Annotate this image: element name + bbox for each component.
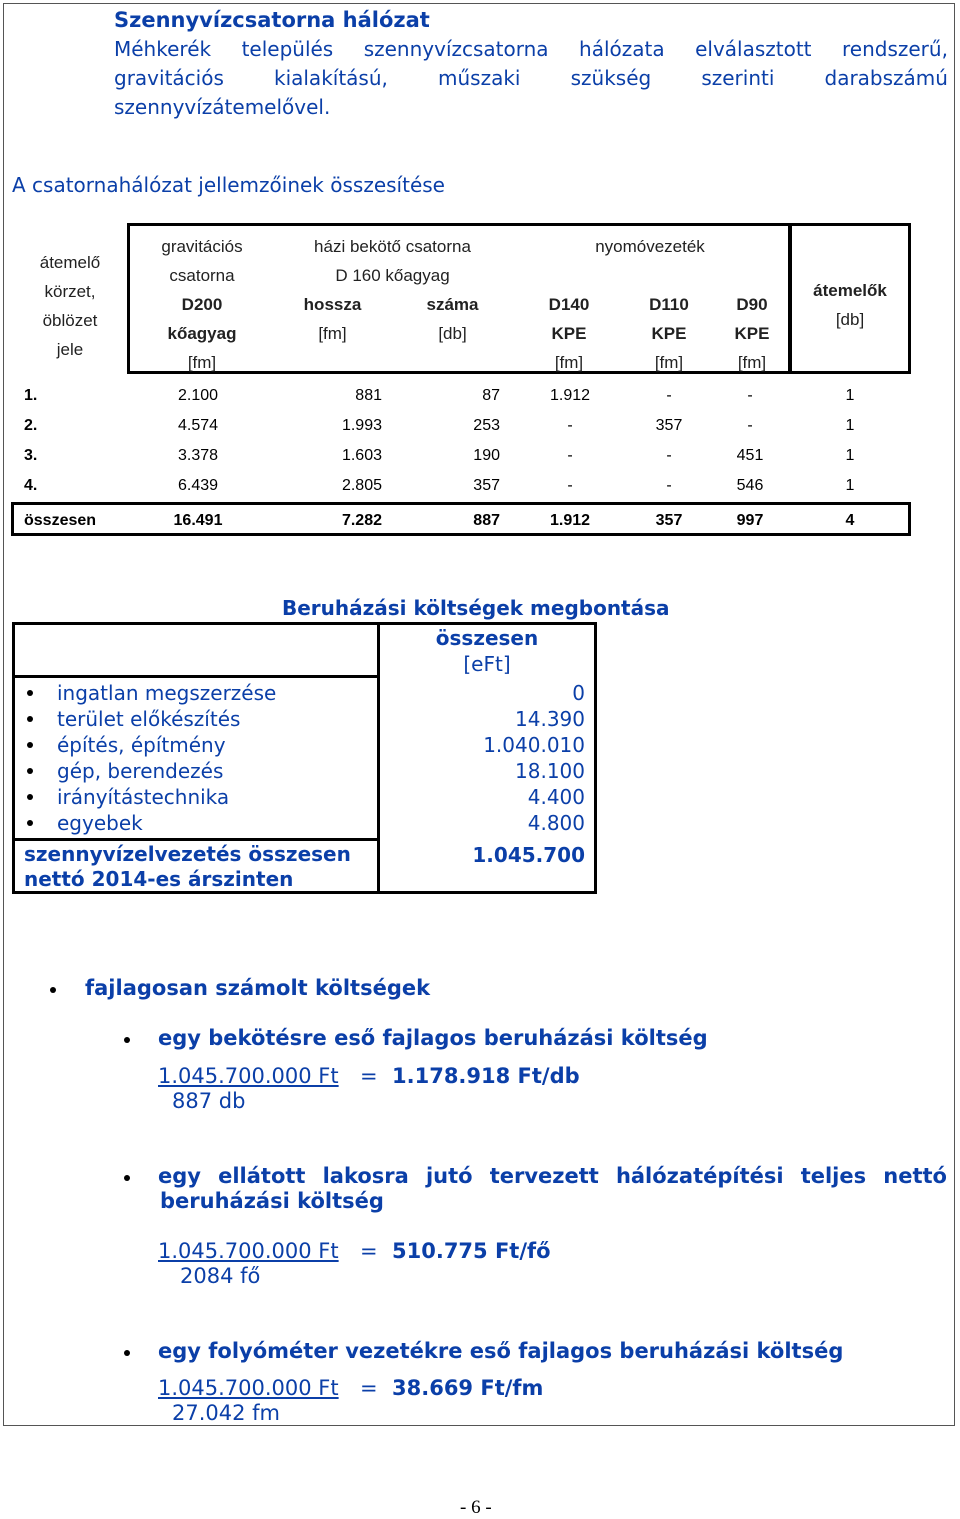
cost-col-header: összesen [eFt] bbox=[435, 626, 539, 676]
word: hálózata bbox=[579, 37, 665, 61]
cost-value: 18.100 bbox=[515, 759, 585, 783]
cell: 253 bbox=[473, 417, 500, 434]
intro-line-3: szennyvízátemelővel. bbox=[114, 95, 331, 119]
header-d140: D140 KPE [fm] bbox=[548, 295, 590, 372]
header-group-nyomo: nyomóvezeték bbox=[595, 237, 705, 256]
bullet-icon bbox=[27, 820, 33, 826]
cell: 887 bbox=[473, 512, 500, 529]
header-d110: D110 KPE [fm] bbox=[649, 295, 689, 372]
cell: - bbox=[567, 447, 573, 464]
cell: 357 bbox=[655, 512, 683, 529]
header-szama: száma [db] bbox=[426, 295, 479, 343]
cost-header-left bbox=[12, 622, 380, 678]
cell: - bbox=[567, 477, 573, 494]
page-number: - 6 - bbox=[460, 1497, 492, 1518]
denominator: 2084 fő bbox=[180, 1264, 261, 1288]
cost-value: 1.040.010 bbox=[483, 733, 585, 757]
header-col1: gravitációs csatorna D200 kőagyag [fm] bbox=[161, 237, 243, 372]
cell: 87 bbox=[482, 387, 500, 404]
cell: 1.912 bbox=[549, 512, 591, 529]
equals: = bbox=[360, 1064, 378, 1088]
header-group-hazi: házi bekötő csatorna D 160 kőagyag bbox=[314, 237, 471, 285]
word: település bbox=[241, 37, 334, 61]
cell: 2. bbox=[24, 417, 38, 434]
cell: 3.378 bbox=[177, 447, 219, 464]
cost-value: 4.800 bbox=[527, 811, 585, 835]
intro-line-2 bbox=[114, 66, 948, 90]
bullet-icon bbox=[27, 794, 33, 800]
cell: - bbox=[567, 417, 573, 434]
cell: 4 bbox=[845, 512, 855, 529]
cost-breakdown-title: Beruházási költségek megbontása bbox=[282, 596, 670, 620]
cost-label: ingatlan megszerzése bbox=[57, 681, 277, 705]
cell: 4.574 bbox=[177, 417, 219, 434]
numerator: 1.045.700.000 Ft bbox=[158, 1376, 339, 1400]
specific-label: egy ellátott lakosra jutó tervezett hálózatépítési teljes nettó bbox=[158, 1164, 947, 1188]
cell: 1 bbox=[845, 387, 855, 404]
denominator: 887 db bbox=[172, 1089, 246, 1113]
word: Méhkerék bbox=[114, 37, 212, 61]
cell: 4. bbox=[24, 477, 38, 494]
cell: összesen bbox=[24, 512, 97, 529]
bullet-icon bbox=[50, 987, 56, 993]
word: darabszámú bbox=[824, 66, 948, 90]
cost-value: 0 bbox=[572, 681, 585, 705]
bullet-icon bbox=[27, 690, 33, 696]
cell: 7.282 bbox=[341, 512, 382, 529]
word: szükség bbox=[570, 66, 652, 90]
cell: 1. bbox=[24, 387, 38, 404]
equals: = bbox=[360, 1239, 378, 1263]
bullet-icon bbox=[124, 1350, 130, 1356]
numerator: 1.045.700.000 Ft bbox=[158, 1239, 339, 1263]
cell: - bbox=[747, 417, 753, 434]
cell: - bbox=[666, 477, 672, 494]
cell: 1.912 bbox=[549, 387, 591, 404]
word: műszaki bbox=[438, 66, 521, 90]
cell: 357 bbox=[655, 417, 683, 434]
section-title: Szennyvízcsatorna hálózat bbox=[114, 8, 430, 32]
specific-heading: fajlagosan számolt költségek bbox=[85, 976, 431, 1000]
cell: 1 bbox=[845, 477, 855, 494]
cell: 16.491 bbox=[173, 512, 223, 529]
cell: 546 bbox=[736, 477, 764, 494]
word: gravitációs bbox=[114, 66, 224, 90]
cell: 2.805 bbox=[341, 477, 382, 494]
cost-label: gép, berendezés bbox=[57, 759, 224, 783]
cell: 1 bbox=[845, 447, 855, 464]
denominator: 27.042 fm bbox=[172, 1401, 281, 1425]
cost-label: egyebek bbox=[57, 811, 143, 835]
bullet-icon bbox=[124, 1175, 130, 1181]
header-hossza: hossza [fm] bbox=[303, 295, 362, 343]
cost-total-value: 1.045.700 bbox=[472, 843, 585, 867]
specific-label-line2: beruházási költség bbox=[160, 1189, 384, 1213]
word: szerinti bbox=[701, 66, 775, 90]
bullet-icon bbox=[27, 716, 33, 722]
cell: - bbox=[747, 387, 753, 404]
bullet-icon bbox=[27, 742, 33, 748]
cell: 3. bbox=[24, 447, 38, 464]
cell: - bbox=[666, 387, 672, 404]
cost-label: építés, építmény bbox=[57, 733, 226, 757]
specific-label: egy folyóméter vezetékre eső fajlagos beruházási költség bbox=[158, 1339, 844, 1363]
cell: 2.100 bbox=[177, 387, 219, 404]
cost-label: terület előkészítés bbox=[57, 707, 241, 731]
cost-label: irányítástechnika bbox=[57, 785, 230, 809]
cell: 1 bbox=[845, 417, 855, 434]
result: 510.775 Ft/fő bbox=[392, 1239, 551, 1263]
cell: 451 bbox=[736, 447, 764, 464]
cell: - bbox=[666, 447, 672, 464]
cell: 6.439 bbox=[177, 477, 219, 494]
word: kialakítású, bbox=[273, 66, 388, 90]
summary-title: A csatornahálózat jellemzőinek összesítése bbox=[12, 173, 445, 197]
result: 1.178.918 Ft/db bbox=[392, 1064, 580, 1088]
word: rendszerű, bbox=[842, 37, 948, 61]
intro-line-1 bbox=[114, 37, 948, 61]
result: 38.669 Ft/fm bbox=[392, 1376, 544, 1400]
header-col0: átemelő körzet, öblözet jele bbox=[39, 253, 101, 359]
cost-total-label: szennyvízelvezetés összesen nettó 2014-es árszinten bbox=[24, 842, 351, 891]
header-d90: D90 KPE [fm] bbox=[734, 295, 770, 372]
cell: 357 bbox=[473, 477, 500, 494]
bullet-icon bbox=[27, 768, 33, 774]
word: szennyvízcsatorna bbox=[363, 37, 549, 61]
equals: = bbox=[360, 1376, 378, 1400]
cell: 997 bbox=[736, 512, 764, 529]
cell: 1.993 bbox=[341, 417, 382, 434]
header-atemelok: átemelők [db] bbox=[813, 281, 887, 329]
word: elválasztott bbox=[695, 37, 812, 61]
cost-value: 4.400 bbox=[527, 785, 585, 809]
cell: 1.603 bbox=[341, 447, 382, 464]
cell: 881 bbox=[355, 387, 382, 404]
bullet-icon bbox=[124, 1037, 130, 1043]
numerator: 1.045.700.000 Ft bbox=[158, 1064, 339, 1088]
cost-value: 14.390 bbox=[515, 707, 585, 731]
cost-left-border bbox=[12, 622, 15, 894]
cell: 190 bbox=[473, 447, 500, 464]
specific-label: egy bekötésre eső fajlagos beruházási költség bbox=[158, 1026, 708, 1050]
